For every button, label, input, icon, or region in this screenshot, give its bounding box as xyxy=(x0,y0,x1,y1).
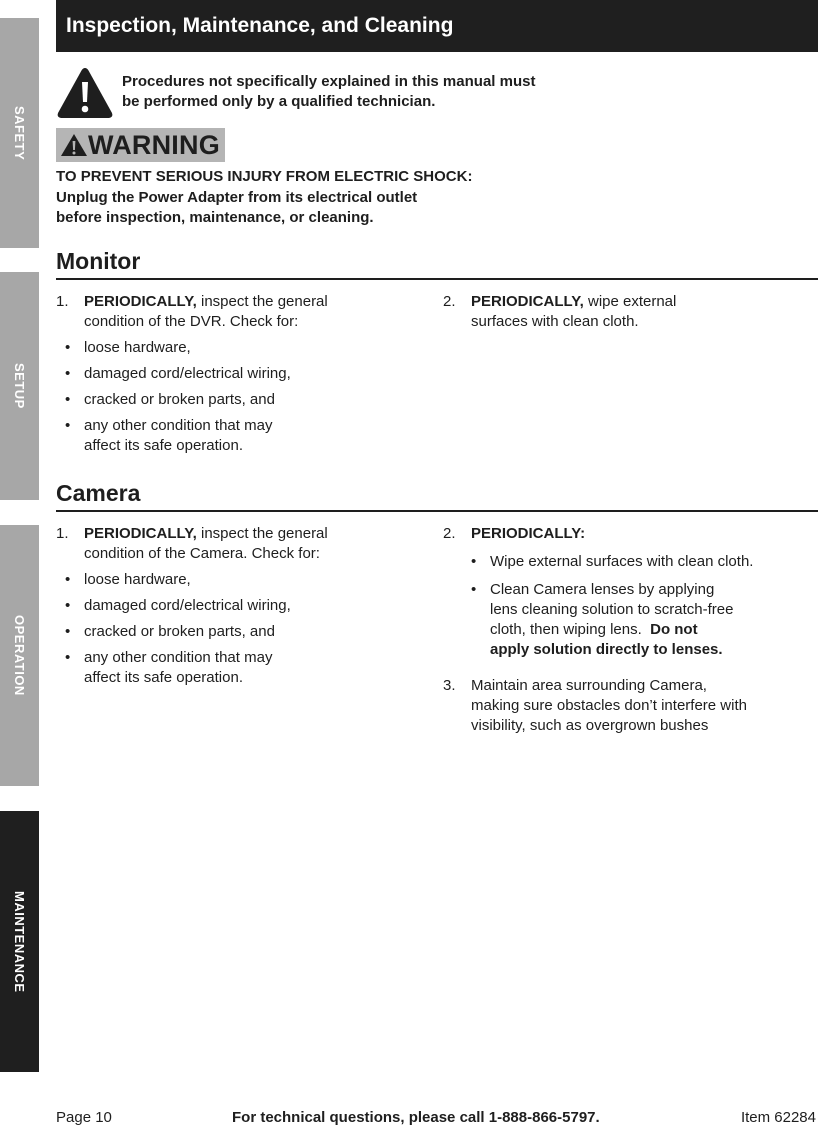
caution-emphasis: apply solution directly to lenses. xyxy=(490,641,723,658)
side-tab-label: MAINTENANCE xyxy=(12,890,27,993)
support-contact: For technical questions, please call 1-888-866-5797. xyxy=(232,1109,600,1126)
list-item-line: cloth, then wiping lens. xyxy=(490,621,642,638)
camera-item-1 xyxy=(56,524,396,694)
item-text: inspect the general xyxy=(196,525,328,542)
warning-line: Unplug the Power Adapter from its electrical outlet xyxy=(56,188,418,206)
list-item: • loose hardware, xyxy=(56,338,396,358)
item-number: 2. xyxy=(443,525,456,542)
camera-heading: Camera xyxy=(56,479,818,512)
list-item-line: • any other condition that may xyxy=(84,417,273,434)
side-tab-operation[interactable] xyxy=(0,525,39,786)
list-item-line: lens cleaning solution to scratch-free xyxy=(490,601,734,618)
warning-badge xyxy=(56,128,225,162)
warning-line: TO PREVENT SERIOUS INJURY FROM ELECTRIC SHOCK: xyxy=(56,168,473,185)
side-tab-label: SETUP xyxy=(12,363,27,409)
item-number: 1. xyxy=(56,525,69,542)
camera-item-2 xyxy=(443,524,815,666)
list-item xyxy=(443,580,815,660)
item-text: visibility, such as overgrown bushes xyxy=(471,717,709,734)
item-text: condition of the Camera. Check for: xyxy=(84,545,320,562)
item-text: wipe external xyxy=(583,293,677,310)
item-number: 1. xyxy=(56,293,69,310)
list-item-line: affect its safe operation. xyxy=(84,669,243,686)
side-tab-maintenance[interactable] xyxy=(0,811,39,1072)
side-tab-setup[interactable] xyxy=(0,272,39,500)
side-tab-label: OPERATION xyxy=(12,615,27,696)
caution-line: Procedures not specifically explained in this manual must xyxy=(122,73,536,90)
warning-line: before inspection, maintenance, or cleaning. xyxy=(56,209,374,226)
side-tab-safety[interactable] xyxy=(0,18,39,248)
caution-emphasis: Do not xyxy=(650,621,698,638)
list-item-line: • Clean Camera lenses by applying xyxy=(490,581,715,598)
monitor-item-1 xyxy=(56,292,396,462)
list-item: • cracked or broken parts, and xyxy=(56,622,396,642)
list-item-line: affect its safe operation. xyxy=(84,437,243,454)
monitor-heading: Monitor xyxy=(56,247,818,280)
warning-label: WARNING xyxy=(88,129,220,160)
list-item: • Wipe external surfaces with clean cloth. xyxy=(443,552,815,572)
caution-triangle-icon xyxy=(56,66,114,120)
monitor-item-2 xyxy=(443,292,803,332)
caution-line: be performed only by a qualified technician. xyxy=(122,93,436,110)
item-text: condition of the DVR. Check for: xyxy=(84,313,299,330)
list-item: • loose hardware, xyxy=(56,570,396,590)
check-list xyxy=(56,338,396,456)
check-list xyxy=(56,570,396,688)
caution-text xyxy=(122,72,602,112)
item-text: Maintain area surrounding Camera, xyxy=(471,677,707,694)
item-bold-lead: PERIODICALLY, xyxy=(84,525,197,542)
page-title: Inspection, Maintenance, and Cleaning xyxy=(66,14,454,37)
section-header xyxy=(56,0,818,52)
list-item-line: • any other condition that may xyxy=(84,649,273,666)
camera-item-3 xyxy=(443,676,815,736)
page-number: Page 10 xyxy=(56,1109,112,1126)
list-item xyxy=(56,416,396,456)
side-tab-label: SAFETY xyxy=(12,105,27,161)
item-bold-lead: PERIODICALLY: xyxy=(471,525,586,542)
warning-text xyxy=(56,167,576,229)
list-item: • damaged cord/electrical wiring, xyxy=(56,364,396,384)
item-number: 3. xyxy=(443,677,456,694)
cleaning-list xyxy=(443,552,815,660)
warning-triangle-icon xyxy=(60,133,88,157)
list-item xyxy=(56,648,396,688)
list-item: • damaged cord/electrical wiring, xyxy=(56,596,396,616)
item-bold-lead: PERIODICALLY, xyxy=(84,293,197,310)
item-number: 2. xyxy=(443,293,456,310)
item-bold-lead: PERIODICALLY, xyxy=(471,293,584,310)
item-text: surfaces with clean cloth. xyxy=(471,313,639,330)
list-item: • cracked or broken parts, and xyxy=(56,390,396,410)
item-text: inspect the general xyxy=(196,293,328,310)
item-text: making sure obstacles don’t interfere with xyxy=(471,697,747,714)
item-number-footer: Item 62284 xyxy=(740,1109,816,1126)
